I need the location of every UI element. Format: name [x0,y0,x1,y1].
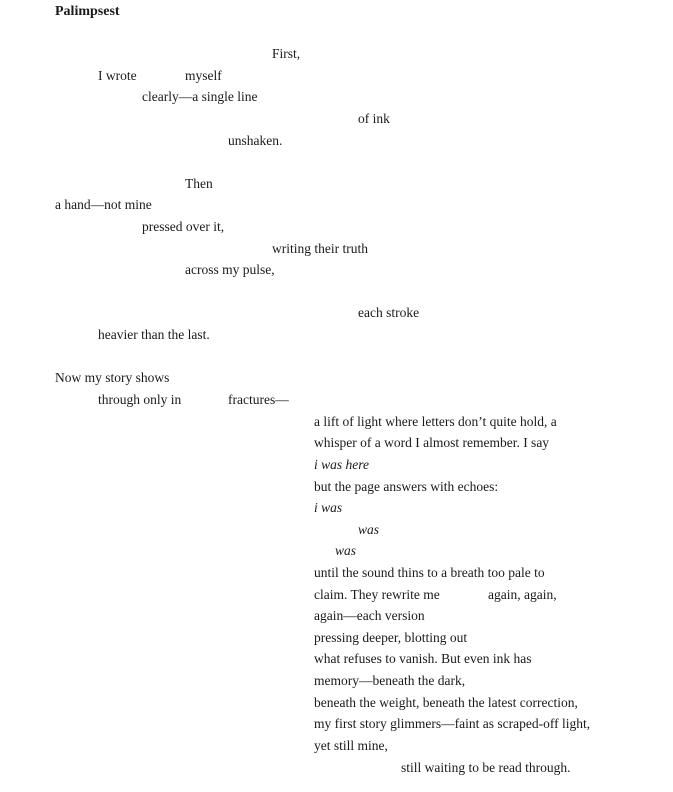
poem-line: clearly—a single line [142,89,258,104]
poem-line: pressing deeper, blotting out [314,630,468,645]
poem-line: unshaken. [228,133,283,148]
poem-line: a lift of light where letters don’t quite hold, a [314,414,557,429]
poem-line: across my pulse, [185,262,275,277]
poem-line: a hand—not mine [55,197,152,212]
poem-line: heavier than the last. [98,327,210,342]
poem-line: until the sound thins to a breath too pale to [314,565,545,580]
poem-line: Then [185,176,213,191]
poem-line: each stroke [358,305,420,320]
poem-line: again, again, [488,587,557,602]
poem-line: beneath the weight, beneath the latest correction, [314,695,578,710]
poem-line: Now my story shows [55,370,170,385]
poem-line: memory—beneath the dark, [314,673,466,688]
poem-line: still waiting to be read through. [401,760,571,775]
poem-line-italic: i was [314,500,343,515]
poem-line: claim. They rewrite me [314,587,440,602]
poem-line: again—each version [314,608,425,623]
poem-line: fractures— [228,392,289,407]
poem-line: myself [185,68,222,83]
poem-line: I wrote [98,68,137,83]
poem-line: pressed over it, [142,219,225,234]
poem-line-italic: was [358,522,380,537]
poem-line: First, [272,46,301,61]
poem-line: what refuses to vanish. But even ink has [314,651,532,666]
poem-line: whisper of a word I almost remember. I say [314,435,550,450]
poem-line: writing their truth [272,241,368,256]
poem-line: yet still mine, [314,738,388,753]
poem-title: Palimpsest [55,4,120,19]
poem-line: but the page answers with echoes: [314,479,499,494]
poem-line-italic: was [335,543,357,558]
poem-line-italic: i was here [314,457,369,472]
poem-line: through only in [98,392,182,407]
poem-line: of ink [358,111,390,126]
poem-line: my first story glimmers—faint as scraped-off light, [314,716,591,731]
